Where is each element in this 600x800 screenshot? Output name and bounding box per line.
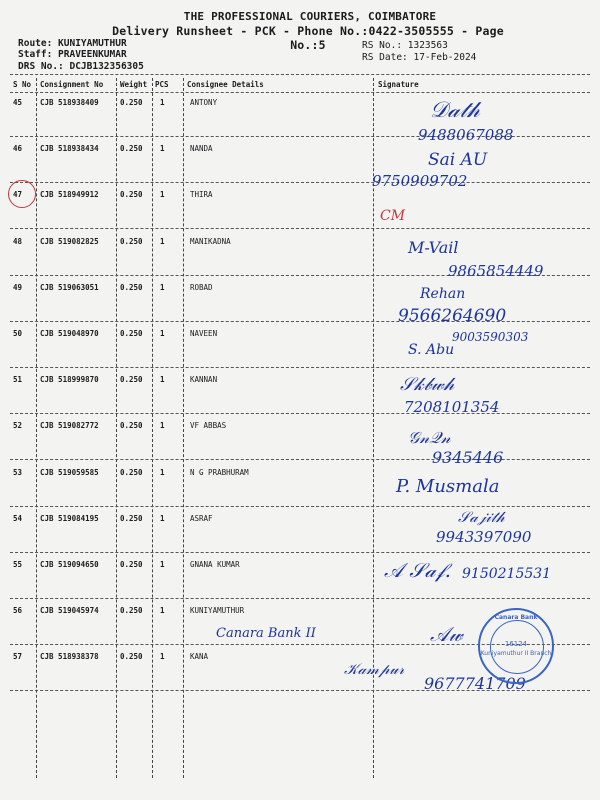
row-weight: 0.250 [120, 652, 143, 662]
row-divider [10, 367, 590, 368]
row-consignment-no: CJB 518999870 [40, 375, 99, 385]
rs-date: RS Date: 17-Feb-2024 [362, 52, 477, 63]
handwritten-phone: 9150215531 [462, 566, 552, 582]
row-sno: 49 [13, 282, 23, 292]
company-name: THE PROFESSIONAL COURIERS, COIMBATORE [183, 10, 437, 23]
row-sno: 54 [13, 513, 23, 523]
col-sno: S No [13, 80, 32, 89]
row-sno: 53 [13, 467, 23, 477]
row-weight: 0.250 [120, 421, 143, 431]
row-pcs: 1 [160, 560, 165, 569]
row-weight: 0.250 [120, 329, 143, 338]
row-consignment-no: CJB 519082772 [40, 421, 99, 431]
handwritten-name: S. Abu [408, 342, 455, 358]
row-consignee: VF ABBAS [190, 421, 227, 431]
stamp-bank: Canara Bank [494, 614, 538, 621]
row-consignee: THIRA [190, 190, 213, 200]
row-pcs: 1 [160, 329, 165, 338]
handwritten-signature: 𝒮𝓀𝒷𝓌𝒽 [400, 374, 455, 395]
row-consignee: GNANA KUMAR [190, 560, 240, 569]
row-consignment-no: CJB 519084195 [40, 513, 99, 523]
row-weight: 0.250 [120, 282, 143, 292]
row-divider [10, 506, 590, 507]
column-rule [10, 92, 590, 93]
row-consignee: KANNAN [190, 375, 218, 385]
row-pcs: 1 [160, 606, 165, 616]
handwritten-signature: 𝒮𝒶𝒿𝒾𝓉𝒽 [458, 508, 505, 526]
row-consignment-no: CJB 519082825 [40, 236, 99, 246]
row-divider [10, 182, 590, 183]
row-weight: 0.250 [120, 190, 143, 200]
row-weight: 0.250 [120, 236, 143, 246]
row-consignee: N G PRABHURAM [190, 467, 249, 477]
row-consignment-no: CJB 518938434 [40, 144, 99, 154]
row-sno: 56 [13, 606, 23, 616]
row-sno: 52 [13, 421, 23, 431]
col-pcs: PCS [155, 80, 169, 89]
row-divider [10, 598, 590, 599]
handwritten-phone: 9750909702 [372, 172, 468, 190]
row-pcs: 1 [160, 375, 165, 385]
handwritten-phone: 9488067088 [418, 126, 514, 144]
col-consignee: Consignee Details [187, 80, 264, 89]
col-signature: Signature [378, 80, 419, 89]
drs-number: DRS No.: DCJB132356305 [18, 61, 144, 72]
handwritten-phone: 7208101354 [404, 398, 500, 416]
row-consignment-no: CJB 519063051 [40, 282, 99, 292]
row-consignment-no: CJB 518938409 [40, 98, 99, 107]
row-sno: 55 [13, 560, 23, 569]
rs-number: RS No.: 1323563 [362, 40, 448, 51]
row-consignment-no: CJB 519094650 [40, 560, 99, 569]
handwritten-name: Rehan [420, 286, 466, 302]
row-sno: 45 [13, 98, 23, 107]
row-consignee: ROBAD [190, 282, 213, 292]
row-sno: 47 [13, 190, 23, 200]
row-weight: 0.250 [120, 560, 143, 569]
handwritten-signature: 𝒢𝓃𝒬𝓃 [408, 428, 451, 447]
handwritten-mark: CM [380, 208, 406, 224]
staff-label: Staff: PRAVEENKUMAR [18, 49, 127, 60]
header-rule [10, 74, 590, 75]
row-pcs: 1 [160, 98, 165, 107]
row-sno: 48 [13, 236, 23, 246]
row-consignment-no: CJB 519045974 [40, 606, 99, 616]
handwritten-note: Canara Bank II [216, 626, 316, 641]
row-consignee: ANTONY [190, 98, 218, 107]
col-consignment: Consignment No [40, 80, 104, 89]
handwritten-name: Sai AU [428, 150, 488, 170]
handwritten-phone: 9677741709 [424, 674, 526, 693]
row-consignment-no: CJB 518938378 [40, 652, 99, 662]
row-weight: 0.250 [120, 606, 143, 616]
row-sno: 50 [13, 329, 23, 338]
handwritten-phone: 9003590303 [452, 330, 529, 344]
row-consignee: KANA [190, 652, 209, 662]
row-pcs: 1 [160, 144, 165, 154]
row-weight: 0.250 [120, 375, 143, 385]
stamp-code: 16124 [504, 640, 528, 648]
handwritten-phone: 9566264690 [398, 306, 507, 326]
row-pcs: 1 [160, 421, 165, 431]
row-pcs: 1 [160, 467, 165, 477]
row-weight: 0.250 [120, 144, 143, 154]
col-weight: Weight [120, 80, 148, 89]
row-pcs: 1 [160, 513, 165, 523]
handwritten-name: M-Vail [408, 238, 459, 257]
row-divider [10, 228, 590, 229]
row-pcs: 1 [160, 236, 165, 246]
handwritten-phone: 9345446 [432, 448, 504, 467]
row-sno: 46 [13, 144, 23, 154]
row-consignee: ASRAF [190, 513, 213, 523]
row-consignee: NANDA [190, 144, 213, 154]
row-sno: 51 [13, 375, 23, 385]
row-pcs: 1 [160, 282, 165, 292]
runsheet-subtitle: Delivery Runsheet - PCK - Phone No.:0422-3505555 - Page No.:5 [112, 24, 504, 52]
row-consignment-no: CJB 518949912 [40, 190, 99, 200]
row-consignment-no: CJB 519059585 [40, 467, 99, 477]
handwritten-signature: 𝒦𝒶𝓂𝓅𝓊𝓇 [344, 660, 405, 678]
stamp-branch: Kuniyamuthur II Branch [480, 650, 552, 657]
row-divider [10, 552, 590, 553]
bank-stamp [478, 608, 554, 684]
row-sno: 57 [13, 652, 23, 662]
row-divider [10, 413, 590, 414]
row-weight: 0.250 [120, 513, 143, 523]
row-weight: 0.250 [120, 467, 143, 477]
row-pcs: 1 [160, 190, 165, 200]
handwritten-phone: 9865854449 [448, 262, 544, 280]
row-weight: 0.250 [120, 98, 143, 107]
row-pcs: 1 [160, 652, 165, 662]
handwritten-signature: 𝒟𝒶𝓉𝒽 [430, 98, 480, 123]
handwritten-signature: 𝒜𝓌 [430, 622, 463, 646]
row-consignee: MANIKADNA [190, 236, 231, 246]
row-consignment-no: CJB 519048970 [40, 329, 99, 338]
handwritten-signature: 𝒜 𝒮𝒶𝒻. [384, 558, 452, 582]
route-label: Route: KUNIYAMUTHUR [18, 38, 127, 49]
red-circle-mark [8, 180, 36, 208]
row-consignee: KUNIYAMUTHUR [190, 606, 245, 616]
handwritten-phone: 9943397090 [436, 528, 532, 546]
row-consignee: NAVEEN [190, 329, 218, 338]
handwritten-name: P. Musmala [396, 476, 500, 497]
